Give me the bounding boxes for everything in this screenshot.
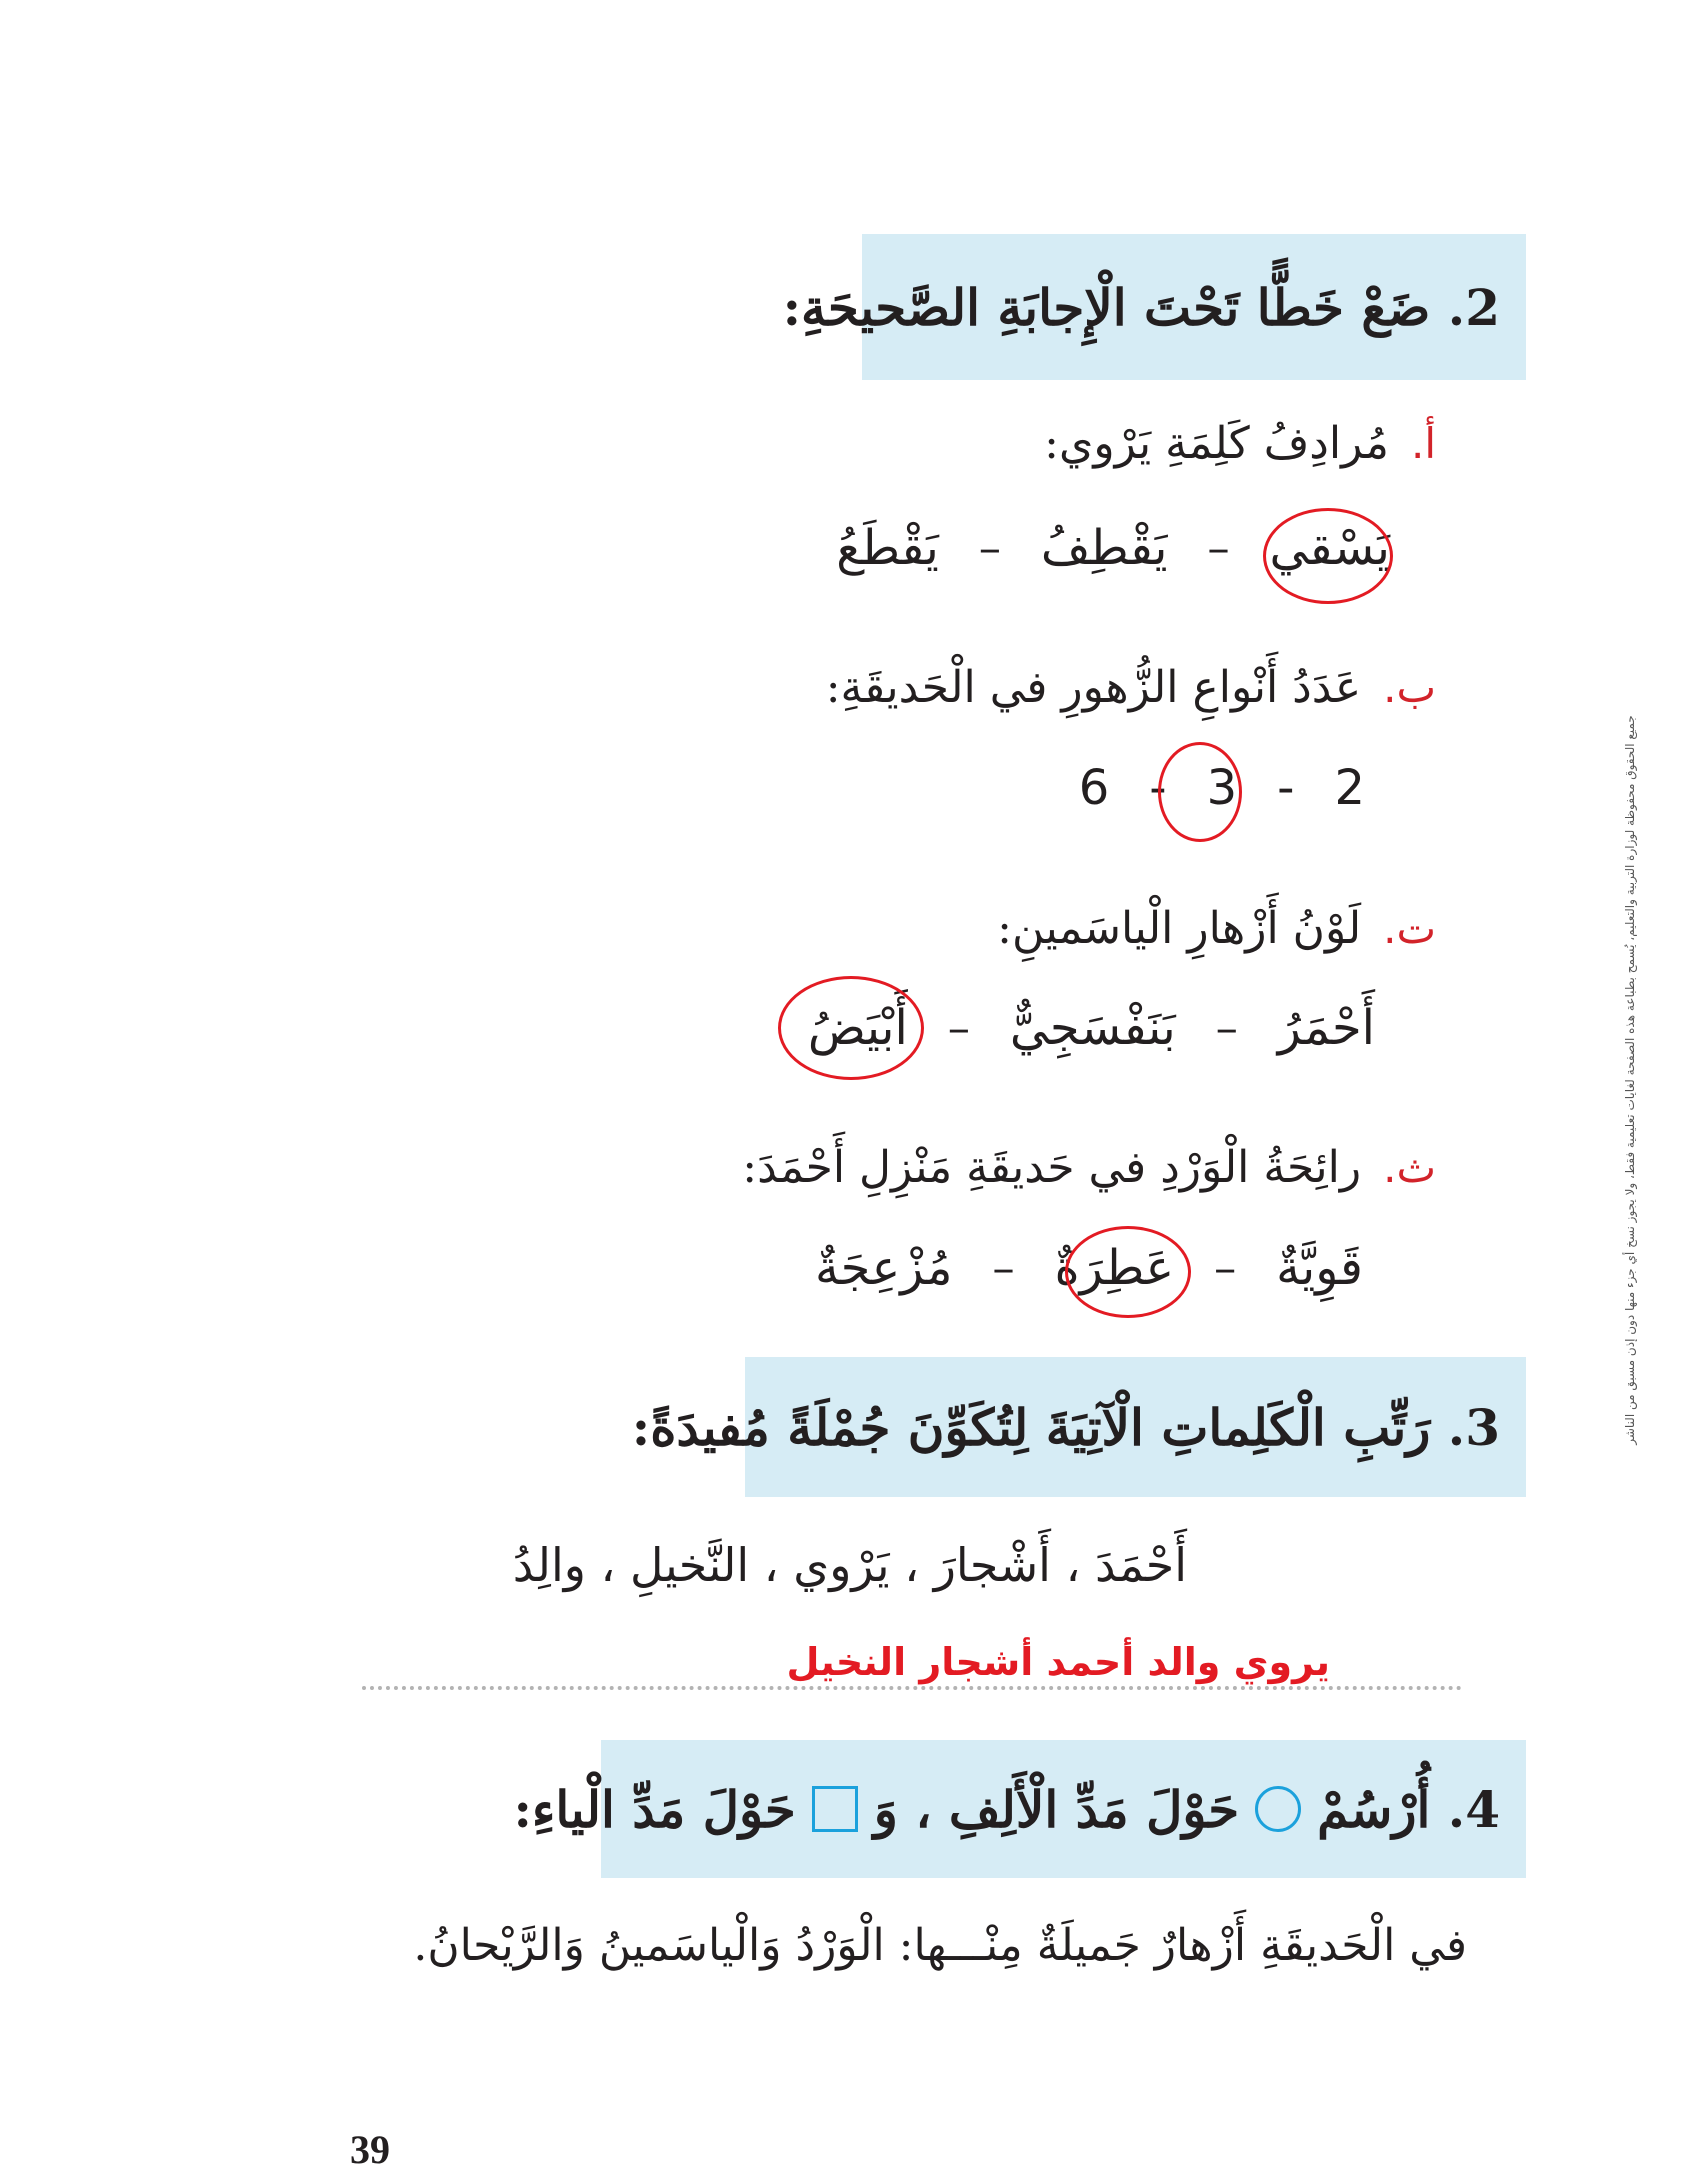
item-question: لَوْنُ أَزْهارِ الْياسَمينِ: [997,903,1362,954]
item-letter: أ. [1410,419,1436,468]
option[interactable]: 2 [1334,760,1365,816]
option[interactable]: 6 [1078,760,1110,816]
q3-words: أَحْمَدَ ، أَشْجارَ ، يَرْوي ، النَّخيلِ ، والِدُ [512,1538,1187,1592]
option-circled[interactable]: أَبْيَضُ [807,1000,908,1056]
copyright-notice: جميع الحقوق محفوظة لوزارة التربية والتعليم، يُسمح بطباعة هذه الصفحة لغايات تعليمية فقط، ولا يجوز نسخ أي جزء منها دون إذن مسبق من الناشر [1623,715,1637,1445]
option-circled[interactable]: عَطِرَةٌ [1054,1240,1175,1296]
answer-line [362,1686,1462,1690]
option[interactable]: يَقْطَعُ [836,520,939,576]
dash: – [1215,1002,1238,1054]
option-circled[interactable]: 3 [1206,760,1238,816]
item-letter: ب. [1383,663,1436,712]
item-question: رائِحَةُ الْوَرْدِ في حَديقَةِ مَنْزِلِ أَحْمَدَ: [742,1142,1362,1193]
q2-item-c [997,903,1436,954]
dash: - [1277,760,1295,816]
dash: – [978,522,1001,574]
item-question: مُرادِفُ كَلِمَةِ يَرْوي: [1044,418,1389,469]
answer-circle [1263,508,1393,604]
q3-title: 3. رَتِّبِ الْكَلِماتِ الْآتِيَةَ لِتُكَوِّنَ جُمْلَةً مُفيدَةً: [631,1397,1500,1457]
item-letter: ث. [1383,1143,1436,1192]
q4-sentence: في الْحَديقَةِ أَزْهارٌ جَميلَةٌ مِنْـــها: الْوَرْدُ وَالْياسَمينُ وَالرَّيْحانُ. [413,1920,1467,1971]
dash: – [992,1242,1015,1294]
option[interactable]: بَنَفْسَجِيٌّ [1009,1000,1176,1056]
dash: – [1214,1242,1237,1294]
q2-item-b [826,662,1436,713]
q3-answer[interactable]: يروي والد أحمد أشجار النخيل [786,1640,1330,1684]
dash: – [947,1002,970,1054]
q2-title: 2. ضَعْ خَطًّا تَحْتَ الْإِجابَةِ الصَّحيحَةِ: [782,277,1500,337]
answer-circle [778,976,924,1080]
q4-title-start: 4. أُرْسُمْ [1317,1779,1500,1839]
option[interactable]: يَقْطِفُ [1040,520,1168,576]
q4-title-end: حَوْلَ مَدِّ الْياءِ: [513,1779,796,1839]
option[interactable]: قَوِيَّةٌ [1276,1240,1363,1296]
answer-circle [1158,742,1242,842]
q4-banner [513,1740,1526,1878]
item-question: عَدَدُ أَنْواعِ الزُّهورِ في الْحَديقَةِ: [825,662,1362,713]
q2-banner [782,234,1526,380]
q4-title-mid: حَوْلَ مَدِّ الْأَلِفِ ، وَ [873,1779,1240,1839]
q2-item-d [742,1142,1436,1193]
dash: - [1149,760,1167,816]
circle-shape-icon [1255,1786,1301,1832]
option[interactable]: أَحْمَرُ [1277,1000,1375,1056]
q3-banner [631,1357,1526,1497]
item-letter: ت. [1383,904,1436,953]
answer-circle [1065,1226,1191,1318]
option-circled[interactable]: يَسْقي [1269,520,1390,576]
square-shape-icon [812,1786,858,1832]
page-number: 39 [350,2127,390,2172]
q2-item-a [1044,418,1436,469]
option[interactable]: مُزْعِجَةٌ [814,1240,953,1296]
dash: – [1207,522,1230,574]
